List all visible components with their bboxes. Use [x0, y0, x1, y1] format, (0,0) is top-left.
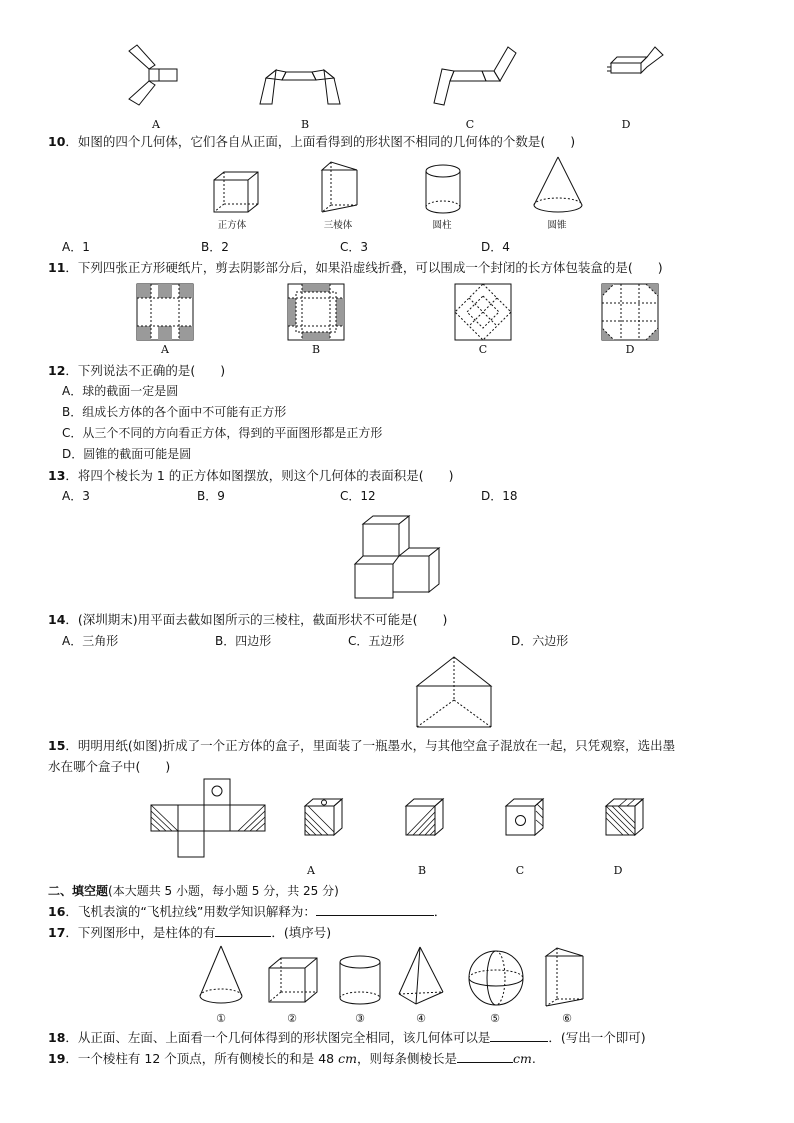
q15-label-b: B: [417, 864, 427, 877]
q17-pyramid-figure: [398, 946, 444, 1006]
section2-heading: 二、填空题(本大题共 5 小题，每小题 5 分，共 25 分): [48, 884, 339, 898]
q9-label-c: C: [465, 118, 475, 131]
q17-label-5: ⑤: [490, 1012, 500, 1025]
q17-prism-figure: [545, 947, 585, 1007]
q9-figure-c: [432, 45, 522, 107]
q12-option-c: C．从三个不同的方向看正方体，得到的平面图形都是正方形: [62, 426, 383, 440]
q11-card-a: [136, 283, 194, 341]
q11-card-c: [454, 283, 512, 341]
q16-answer-blank[interactable]: [316, 904, 434, 916]
q13-cubes-figure: [353, 516, 441, 600]
q18-answer-blank[interactable]: [490, 1030, 548, 1042]
q11-label-d: D: [625, 343, 635, 356]
q13-option-d: D．18: [481, 489, 518, 503]
q12-option-d: D．圆锥的截面可能是圆: [62, 447, 192, 461]
q17-label-3: ③: [355, 1012, 365, 1025]
q14-option-a: A．三角形: [62, 634, 119, 648]
q19-question: 19．一个棱柱有 12 个顶点，所有侧棱长的和是 48 cm，则每条侧棱长是 cm.: [48, 1051, 536, 1066]
q15-label-d: D: [613, 864, 623, 877]
q14-option-c: C．五边形: [348, 634, 405, 648]
q17-sphere-figure: [467, 949, 525, 1007]
q19-unit-end: cm: [513, 1051, 532, 1066]
q9-label-b: B: [300, 118, 310, 131]
q16-question: 16．飞机表演的“飞机拉线”用数学知识解释为： ．: [48, 904, 447, 919]
q11-label-b: B: [311, 343, 321, 356]
q10-question: 10．如图的四个几何体，它们各自从正面，上面看得到的形状图不相同的几何体的个数是( ): [48, 134, 576, 149]
q15-label-c: C: [515, 864, 525, 877]
q10-option-c: C．3: [340, 240, 369, 254]
q14-option-d: D．六边形: [511, 634, 569, 648]
q17-cylinder-figure: [339, 955, 381, 1005]
q10-caption-cone: 圆锥: [547, 220, 567, 231]
q9-figure-a: [125, 45, 185, 107]
q11-card-d: [601, 283, 659, 341]
q13-option-c: C．12: [340, 489, 376, 503]
q11-label-a: A: [161, 343, 169, 356]
q14-question: 14．(深圳期末)用平面去截如图所示的三棱柱，截面形状不可能是( ): [48, 612, 448, 627]
q18-question: 18．从正面、左面、上面看一个几何体得到的形状图完全相同，该几何体可以是 ．(写出一个即可): [48, 1030, 646, 1045]
q13-question: 13．将四个棱长为 1 的正方体如图摆放，则这个几何体的表面积是( ): [48, 468, 454, 483]
q19-unit: cm: [338, 1051, 357, 1066]
q9-label-a: A: [152, 118, 160, 131]
q13-option-a: A．3: [62, 489, 90, 503]
q17-label-1: ①: [216, 1012, 226, 1025]
q9-label-d: D: [621, 118, 631, 131]
q10-caption-cylinder: 圆柱: [432, 220, 452, 231]
q17-cone-figure: [199, 945, 243, 1005]
q17-label-2: ②: [287, 1012, 297, 1025]
q13-option-b: B．9: [197, 489, 225, 503]
q10-caption-cube: 正方体: [217, 220, 247, 231]
q11-question: 11．下列四张正方形硬纸片，剪去阴影部分后，如果沿虚线折叠，可以围成一个封闭的长方体包装盒的是( ): [48, 260, 663, 275]
q10-cylinder-figure: [425, 164, 461, 214]
q14-option-b: B．四边形: [215, 634, 272, 648]
q17-label-4: ④: [416, 1012, 426, 1025]
q15-question-line1: 15．明明用纸(如图)折成了一个正方体的盒子，里面装了一瓶墨水，与其他空盒子混放在一起，只凭观察，选出墨: [48, 738, 676, 753]
q14-prism-figure: [416, 656, 492, 728]
q11-label-c: C: [478, 343, 488, 356]
q17-cube-figure: [268, 957, 318, 1003]
q10-cube-figure: [213, 171, 259, 213]
q17-question: 17．下列图形中，是柱体的有 ．(填序号): [48, 925, 332, 940]
q10-prism-figure: [321, 161, 359, 213]
q15-net-figure: [150, 778, 266, 858]
q10-caption-prism: 三棱体: [323, 220, 353, 231]
q19-answer-blank[interactable]: [457, 1051, 513, 1063]
q15-box-d: [605, 798, 645, 836]
q15-label-a: A: [307, 864, 315, 877]
q9-figure-d: [603, 45, 665, 85]
q10-option-b: B．2: [201, 240, 229, 254]
q10-cone-figure: [533, 156, 583, 214]
q15-box-a: [304, 798, 344, 836]
q12-option-a: A．球的截面一定是圆: [62, 384, 179, 398]
q15-question-line2: 水在哪个盒子中( ): [48, 759, 171, 774]
q10-option-d: D．4: [481, 240, 510, 254]
q12-option-b: B．组成长方体的各个面中不可能有正方形: [62, 405, 287, 419]
q15-box-c: [505, 798, 545, 836]
q15-box-b: [405, 798, 445, 836]
q17-label-6: ⑥: [562, 1012, 572, 1025]
q10-option-a: A．1: [62, 240, 90, 254]
q11-card-b: [287, 283, 345, 341]
q12-question: 12．下列说法不正确的是( ): [48, 363, 226, 378]
q17-answer-blank[interactable]: [215, 925, 271, 937]
q9-figure-b: [258, 68, 343, 108]
